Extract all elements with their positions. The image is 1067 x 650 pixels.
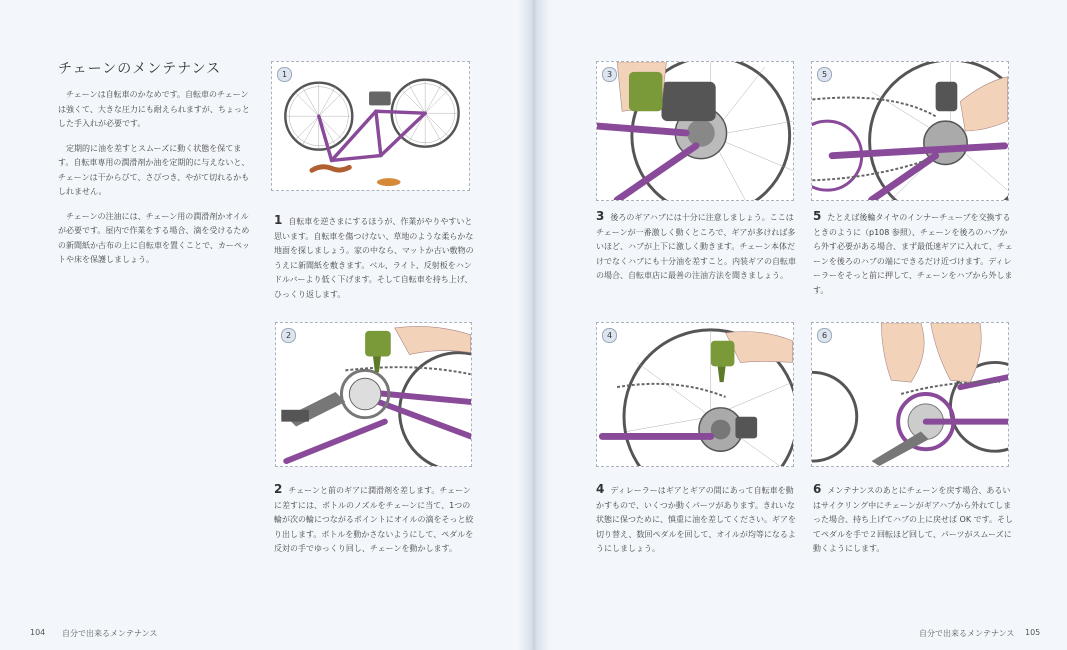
- step-2-illustration: [275, 322, 472, 467]
- step-3-text: 後ろのギアハブには十分に注意しましょう。ここはチェーンが一番激しく動くところで、ギアが多ければ多いほど、ハブが上下に激しく動きます。チェーン本体だけでなくハブにも十分油を差すこと。内装ギアの自転車の場合、自転車店に最善の注油方法を聞きましょう。: [596, 213, 796, 280]
- step-3-illustration: [596, 61, 794, 201]
- step-2-text: チェーンと前のギアに潤滑剤を差します。チェーンに差すには、ボトルのノズルをチェーンに当て、1つの輪が次の輪につながるポイントにオイルの滴をそっと絞り出します。ボトルを動かさないようにして、ペダルを反対の手でゆっくり回し、チェーンを動かします。: [274, 486, 474, 553]
- page-number-right: 105: [1025, 628, 1041, 637]
- step-3-caption: [596, 209, 800, 284]
- step-4-text: ディレーラーはギアとギアの間にあって自転車を動かすもので、いくつか動くパーツがあります。きれいな状態に保つために、慎重に油を差してください。ギアを切り替え、数回ペダルを回して、オイルが均等になるようにしましょう。: [596, 486, 796, 553]
- step-5-caption: [813, 209, 1013, 298]
- step-2-caption: [274, 482, 474, 557]
- step-6-badge: 6: [817, 328, 832, 343]
- intro-paragraph: チェーンの注油には、チェーン用の潤滑剤かオイルが必要です。屋内で作業をする場合、滴を受けるための新聞紙か古布の上に自転車を置くことで、カーペットや床を保護しましょう。: [58, 211, 250, 264]
- step-4-illustration: [596, 322, 794, 467]
- step-2-number: 2: [274, 482, 283, 496]
- step-1-caption: [274, 213, 474, 302]
- oiling-chainring-image: [276, 323, 471, 466]
- step-5-number: 5: [813, 209, 822, 223]
- step-1-number: 1: [274, 213, 283, 227]
- step-1-badge: 1: [277, 67, 292, 82]
- intro-text: [58, 88, 254, 278]
- intro-paragraph: 定期的に油を差すとスムーズに動く状態を保てます。自転車専用の潤滑剤か油を定期的に与えないと、チェーンは干からびて、さびつき、やがて切れるかもしれません。: [58, 143, 250, 196]
- step-5-text: たとえば後輪タイヤのインナーチューブを交換するときのように（p108 参照）、チェーンを後ろのハブから外す必要がある場合、まず最低速ギアに入れて、チェーンを後ろのハブの端にできるだけ近づけます。ディレーラーをそっと前に押して、チェーンをハブから外します。: [813, 213, 1013, 295]
- step-6-illustration: [811, 322, 1009, 467]
- chain-replace-image: [812, 323, 1008, 466]
- derailleur-image: [597, 323, 793, 466]
- right-page: [537, 0, 1067, 650]
- step-6-number: 6: [813, 482, 822, 496]
- step-1-illustration: [271, 61, 470, 191]
- step-4-badge: 4: [602, 328, 617, 343]
- step-3-badge: 3: [602, 67, 617, 82]
- step-6-caption: [813, 482, 1013, 557]
- running-title-left: 自分で出来るメンテナンス: [62, 629, 158, 638]
- step-3-number: 3: [596, 209, 605, 223]
- upside-down-bicycle-image: [272, 62, 469, 190]
- left-page: [0, 0, 530, 650]
- book-gutter: [518, 0, 550, 650]
- step-4-caption: [596, 482, 800, 557]
- step-2-badge: 2: [281, 328, 296, 343]
- intro-paragraph: チェーンは自転車のかなめです。自転車のチェーンは強くて、大きな圧力にも耐えられますが、ちょっとした手入れが必要です。: [58, 90, 250, 128]
- chain-removal-image: [812, 62, 1008, 200]
- page-number-left: 104: [30, 628, 46, 637]
- rear-hub-image: [597, 62, 793, 200]
- step-1-text: 自転車を逆さまにするほうが、作業がやりやすいと思います。自転車を傷つけない、草地のような柔らかな地面を探しましょう。家の中なら、マットか古い敷物のうえに新聞紙を敷きます。ベル、ライト、反射板をハンドルバーより低く下げます。そして自転車を持ち上げ、ひっくり返します。: [274, 217, 474, 299]
- running-title-right: 自分で出来るメンテナンス: [919, 629, 1015, 638]
- page-title: チェーンのメンテナンス: [58, 61, 222, 77]
- step-6-text: メンテナンスのあとにチェーンを戻す場合、あるいはサイクリング中にチェーンがギアハブから外れてしまった場合、持ち上げてハブの上に戻せば OK です。そしてペダルを手で２回転ほど回して、パーツがスムーズに動くようにします。: [813, 486, 1013, 553]
- step-4-number: 4: [596, 482, 605, 496]
- step-5-illustration: [811, 61, 1009, 201]
- step-5-badge: 5: [817, 67, 832, 82]
